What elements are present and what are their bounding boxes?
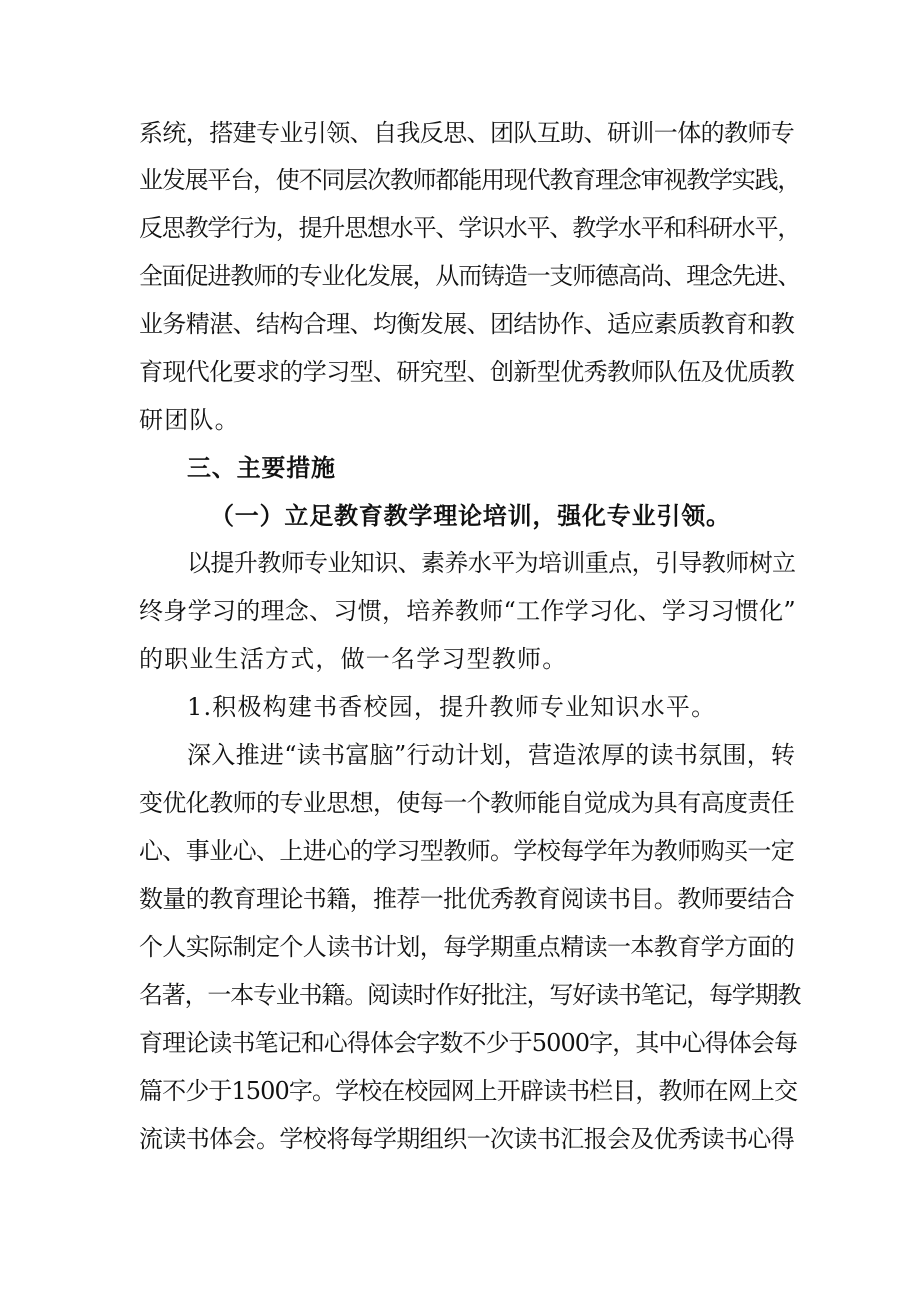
text-line: 的职业生活方式，做一名学习型教师。 (139, 645, 568, 673)
text-line: 育理论读书笔记和心得体会字数不少于5000字，其中心得体会每 (139, 1029, 798, 1057)
text-line: 系统，搭建专业引领、自我反思、团队互助、研训一体的教师专 (139, 119, 795, 147)
text-line: 变优化教师的专业思想，使每一个教师能自觉成为具有高度责任 (139, 789, 795, 817)
text-line: 名著，一本专业书籍。阅读时作好批注，写好读书笔记，每学期教 (139, 981, 801, 1009)
text-line: 反思教学行为，提升思想水平、学识水平、教学水平和科研水平， (139, 214, 801, 242)
text-line: 深入推进“读书富脑”行动计划，营造浓厚的读书氛围，转 (187, 741, 796, 769)
text-line: 篇不少于1500字。学校在校园网上开辟读书栏目，教师在网上交 (139, 1077, 798, 1105)
text-line: 心、事业心、上进心的学习型教师。学校每学年为教师购买一定 (139, 837, 795, 865)
text-line: 终身学习的理念、习惯，培养教师“工作学习化、学习习惯化” (139, 597, 796, 625)
section-heading: 三、主要措施 (187, 454, 336, 482)
text-line: 研团队。 (139, 406, 240, 434)
text-line: 业务精湛、结构合理、均衡发展、团结协作、适应素质教育和教 (139, 310, 795, 338)
text-line: 数量的教育理论书籍，推荐一批优秀教育阅读书目。教师要结合 (139, 885, 795, 913)
text-line: 流读书体会。学校将每学期组织一次读书汇报会及优秀读书心得 (139, 1125, 795, 1153)
text-line: 以提升教师专业知识、素养水平为培训重点，引导教师树立 (187, 549, 796, 577)
subsection-heading: （一）立足教育教学理论培训，强化专业引领。 (210, 502, 731, 530)
text-line: 业发展平台，使不同层次教师都能用现代教育理念审视教学实践， (139, 166, 801, 194)
text-line: 育现代化要求的学习型、研究型、创新型优秀教师队伍及优质教 (139, 358, 795, 386)
item-heading: 1.积极构建书香校园，提升教师专业知识水平。 (187, 693, 717, 721)
text-line: 个人实际制定个人读书计划，每学期重点精读一本教育学方面的 (139, 933, 795, 961)
text-line: 全面促进教师的专业化发展，从而铸造一支师德高尚、理念先进、 (139, 262, 801, 290)
